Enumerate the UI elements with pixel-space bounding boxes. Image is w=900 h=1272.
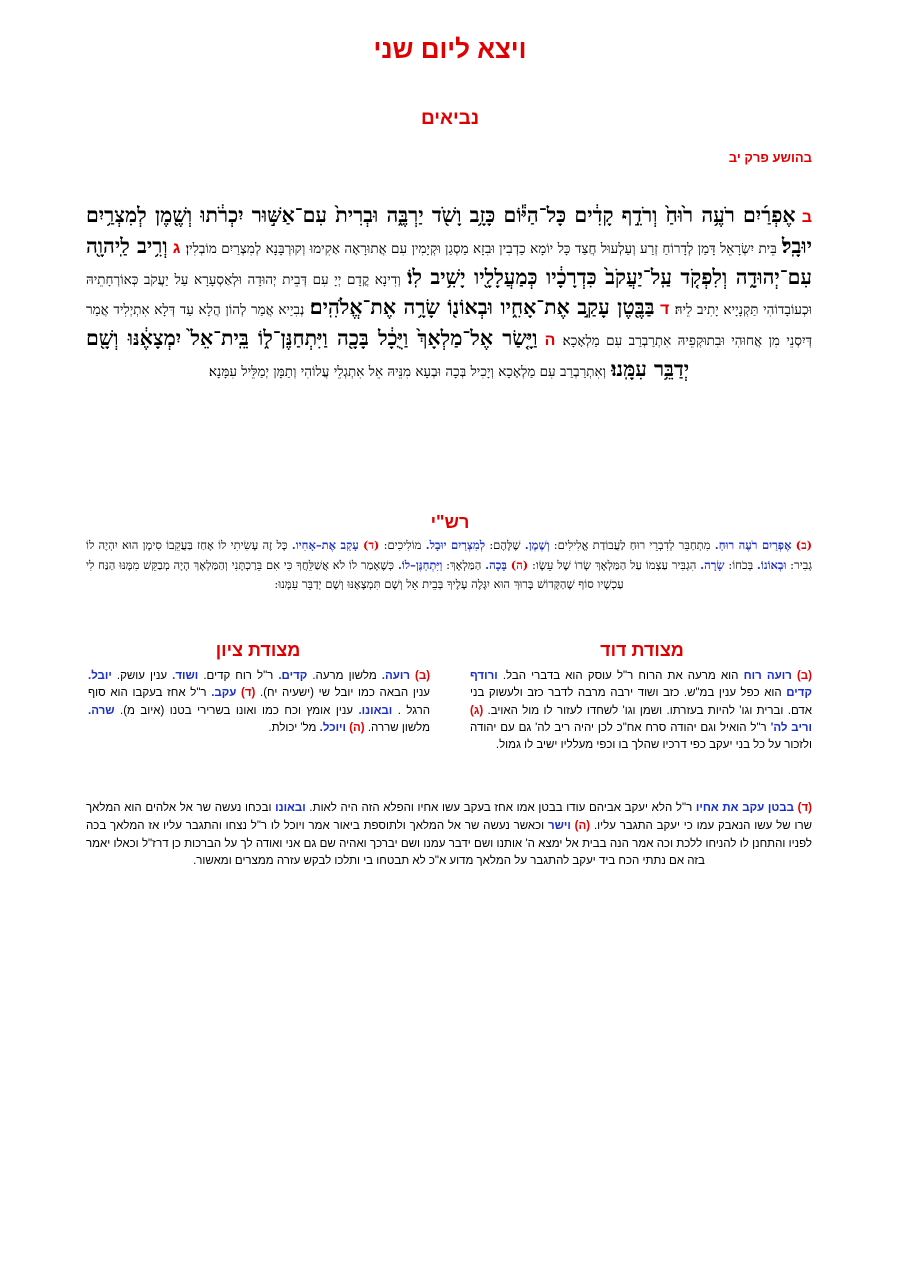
verse-text: בַּבֶּ֖טֶן עָקַ֣ב אֶת־אָחִ֑יו וּבְאוֹנ֖וֹ שָׂרָ֥ה אֶת־אֱלֹהִֽים׃ bbox=[309, 295, 655, 320]
rashi-verse-label: (ה) bbox=[510, 557, 529, 572]
rashi-dibur: אֶפְרַיִם רֹעֶה רוּחַ. bbox=[714, 538, 792, 552]
rashi-dibur: בָּכָה. bbox=[485, 557, 507, 572]
md-explanation: וכאשר נעשה שר אל המלאך ולתוספת ביאור אמר ויוכל לו ר"ל נצחו והתגבר עליו אז המלאך בכה לפניו והתחנן לו להניחו ללכת וכה אמר הנה בבית אל ימצא ה' אותנו ושם ידבר עמנו ושם יברכך ואהיה שם גם אני ואודה לך על הברכות כן דרז"ל וכאלו יאמר בזה אם נתתי הכח ביד יעקב להתגבר על המלאך מדוע א"כ לא תבטחו בי ותלכו לבקש עזרה ממצרים ומאשור. bbox=[86, 819, 812, 868]
rashi-explanation: הִגְבִּיר עַצְמוֹ עַל הַמַּלְאָךְ שָׂרוֹ שֶׁל עֵשָׂו: bbox=[531, 557, 697, 572]
page-title: ויצא ליום שני bbox=[373, 34, 527, 64]
md-dibur: וישר bbox=[548, 819, 571, 832]
md-verse-label: (ב) bbox=[796, 670, 812, 682]
mz-verse-label: (ד) bbox=[241, 687, 256, 700]
mz-dibur: קדים. bbox=[278, 670, 308, 682]
targum-text: וְדִינָא קֳדָם יְיָ עִם דְּבֵית יְהוּדָה וּלְאַסְעָרָא עַל יַעֲקֹב כְּאוֹרְחָתֵיהּ וּכְעוֹבָדוֹהִי תַּקְנָיָיא יָתִיב לֵיהּ׃ bbox=[86, 271, 812, 319]
mz-explanation: מלשון שררה. bbox=[367, 721, 430, 734]
rashi-dibur: וּבְאוֹנוֹ. bbox=[756, 557, 787, 572]
mz-explanation: ענין אומץ וכח כמו ואונו בשרירי בטנו (איוב מ). bbox=[120, 704, 353, 717]
rashi-dibur: שָׂרָה. bbox=[700, 557, 725, 572]
verse-number: ג bbox=[172, 239, 181, 257]
md-dibur: ובאונו bbox=[275, 802, 306, 814]
metzudat-david-column bbox=[470, 668, 812, 754]
verse-number: ד bbox=[659, 301, 670, 319]
rashi-dibur: לְמִצְרַיִם יוּבָל. bbox=[425, 538, 486, 552]
verse-number: ה bbox=[544, 332, 556, 349]
rashi-explanation: מִתְחַבֵּר לְדִבְרֵי רוּחַ לַעֲבוֹדַת אֱלִילִים: bbox=[553, 538, 711, 552]
rashi-heading: רש"י bbox=[430, 512, 470, 532]
rashi-verse-label: (ד) bbox=[362, 538, 380, 552]
targum-text: וְאִתְרַבְרַב עִם מַלְאָכָא וְיָכִיל בְּכָה וּבְעָא מִנֵּיהּ אֵל אִתְגְלֵי עֲלוֹהִי וְתַמָּן יְמַלֵּיל עִמָּנָא׃ bbox=[208, 363, 607, 380]
md-explanation: הוא מרעה את הרוח ר"ל עוסק הוא בדברי הבל. bbox=[502, 670, 739, 682]
rashi-dibur: עָקַב אֶת–אָחִיו. bbox=[291, 538, 359, 552]
mz-explanation: מל' יכולת. bbox=[268, 721, 317, 734]
md-explanation: ר"ל הואיל וגם יהודה סרח אח"כ לכן יהיה ריב לה' גם עם יהודה ולזכור על כל בני יעקב כפי דרכיו שהלך בו וכפי מעלליו ישיב לו גמול. bbox=[470, 721, 812, 751]
metzudat-zion-column bbox=[88, 668, 430, 737]
metzudat-zion-heading: מצודת ציון bbox=[215, 640, 301, 660]
rashi-verse-label: (ב) bbox=[795, 538, 813, 552]
rashi-dibur: וַיִּתְחַנֶּן–לוֹ. bbox=[397, 557, 443, 572]
verse-text: אֶפְרַ֜יִם רֹעֶ֥ה ר֙וּחַ֙ וְרֹדֵ֣ף קָדִ֔ים כָּל־הַיּ֕וֹם כָּזָ֥ב וָשֹׁ֖ד יַרְבֶּ֑ה וּבְרִית֙ עִם־אַשּׁ֣וּר יִכְרֹ֔תוּ וְשֶׁ֖מֶן לְמִצְרַ֥יִם יוּבָֽל׃ bbox=[86, 203, 812, 258]
verse-text: וְרִ֥יב לַֽיהוָ֖ה עִם־יְהוּדָ֑ה וְלִפְקֹ֤ד עַֽל־יַעֲקֹב֙ כִּדְרָכָ֔יו כְּמַעֲלָלָ֖יו יָשִׁ֥יב לֽוֹ׃ bbox=[86, 233, 812, 289]
mz-verse-label: (ה) bbox=[349, 721, 365, 734]
chapter-reference: בהושע פרק יב bbox=[728, 150, 812, 165]
rashi-explanation: שֶׁלָּהֶם: bbox=[489, 538, 521, 552]
mz-dibur: ושוד. bbox=[172, 670, 199, 682]
rashi-commentary bbox=[86, 536, 812, 595]
mz-verse-label: (ב) bbox=[415, 670, 431, 682]
md-verse-label: (ד) bbox=[797, 802, 813, 814]
md-explanation: הוא כפל ענין במ"ש. כזב ושוד ירבה מרבה לדבר כזב ולעשוק בני אדם. וברית וגו' להיות בעזרתו. ושמן וגו' לשחדו לעזור לו מול האויב. bbox=[470, 687, 812, 717]
mz-explanation: ר"ל אחז בעקבו הוא סוף הרגל . bbox=[88, 687, 431, 717]
mz-dibur: ויוכל. bbox=[319, 721, 346, 734]
mz-dibur: רועה. bbox=[381, 670, 410, 682]
md-verse-label: (ה) bbox=[574, 819, 591, 832]
mz-explanation: ענין עושק. bbox=[116, 670, 168, 682]
targum-text: בֵּית יִשְׂרָאֵל דָּמַן לְדָרוֹחַ זְרַע וְעַלְעוּל חֲצַד כָּל יוֹמָא כַדְבִין וּבִזָא מַסְגַן וּקְיָמִין עִם אֲתוּרָאָה אַקִימוּ וְקוּרְבָּנָא לְמִצְרַיִם מוֹבְלִין׃ bbox=[185, 240, 777, 257]
mz-explanation: ענין הבאה כמו יובל שי (ישעיה יח). bbox=[260, 687, 430, 700]
verse-text: וַיָּ֤שַׂר אֶל־מַלְאָךְ֙ וַיֻּכָ֔ל בָּכָ֖ה וַיִּתְחַנֶּן־ל֑וֹ בֵּֽית־אֵל֙ יִמְצָאֶ֔נּוּ וְשָׁ֖ם יְדַבֵּ֥ר עִמָּֽנוּ׃ bbox=[86, 326, 690, 381]
rashi-explanation: בְּכֹחוֹ: bbox=[728, 557, 754, 572]
rashi-explanation: מוֹלִיכִים: bbox=[383, 538, 422, 552]
rashi-dibur: וְשֶׁמֶן. bbox=[524, 538, 550, 552]
md-dibur: בבטן עקב את אחיו bbox=[695, 802, 794, 814]
verse-number: ב bbox=[801, 209, 813, 226]
verse-block bbox=[86, 200, 812, 385]
md-verse-label: (ג) bbox=[470, 704, 484, 717]
metzudat-david-continuation bbox=[86, 800, 812, 871]
rashi-explanation: כָּל זֶה עָשִׂיתִי לוֹ אָחַז בַּעֲקֵבוֹ סִימָן הוּא יִהְיֶה לוֹ גְבִיר: bbox=[86, 538, 813, 572]
md-dibur: רועה רוח bbox=[743, 670, 792, 682]
md-dibur: וריב לה' bbox=[770, 721, 813, 734]
mz-dibur: יובל. bbox=[88, 670, 112, 682]
metzudat-david-heading: מצודת דוד bbox=[600, 640, 684, 660]
md-explanation: ובכחו נעשה שר אל אלהים הוא המלאך שרו של עשו הנאבק עמו כי יעקב התגבר עליו. bbox=[86, 802, 813, 832]
rashi-explanation: כְּשֶׁאָמַר לוֹ לֹא אֲשַׁלֵּחֲךָ כִּי אִם בֵּרַכְתָּנִי וְהַמַּלְאָךְ הָיָה מְבַקֵּשׁ מִמֶּנּוּ הַנַּח לִי עַכְשָׁיו סוֹף שֶׁהַקָּדוֹשׁ בָּרוּךְ הוּא יִגָּלֶה עָלֶיךָ בְּבֵית אֵל וְשָׁם תִּמְצָאֶנּוּ וְשָׁם יְדַבֵּר עִמָּנוּ: bbox=[86, 557, 624, 592]
rashi-explanation: הַמַּלְאָךְ: bbox=[446, 557, 482, 572]
mz-dibur: ובאונו. bbox=[358, 704, 393, 717]
targum-text: נְבִיַיא אֲמַר לְהוֹן הֲלָא עַד דְּלָא אִתְיְלִיד אֲמַר דְּיִסְנֵי מִן אֲחוּהִי וּבִתוּקְפֵיהּ אִתְרַבְרַב עִם מַלְאָכָא׃ bbox=[86, 302, 812, 349]
md-dibur: ורודף קדים bbox=[470, 670, 812, 700]
mz-dibur: שרה. bbox=[88, 704, 115, 717]
mz-dibur: עקב. bbox=[211, 687, 237, 700]
md-explanation: ר"ל הלא יעקב אביהם עודו בבטן אמו אחז בעקב עשו אחיו והפלא הזה היה לאות. bbox=[309, 802, 693, 814]
mz-explanation: מלשון מרעה. bbox=[312, 670, 377, 682]
mz-explanation: ר"ל רוח קדים. bbox=[203, 670, 274, 682]
section-title: נביאים bbox=[420, 108, 480, 129]
